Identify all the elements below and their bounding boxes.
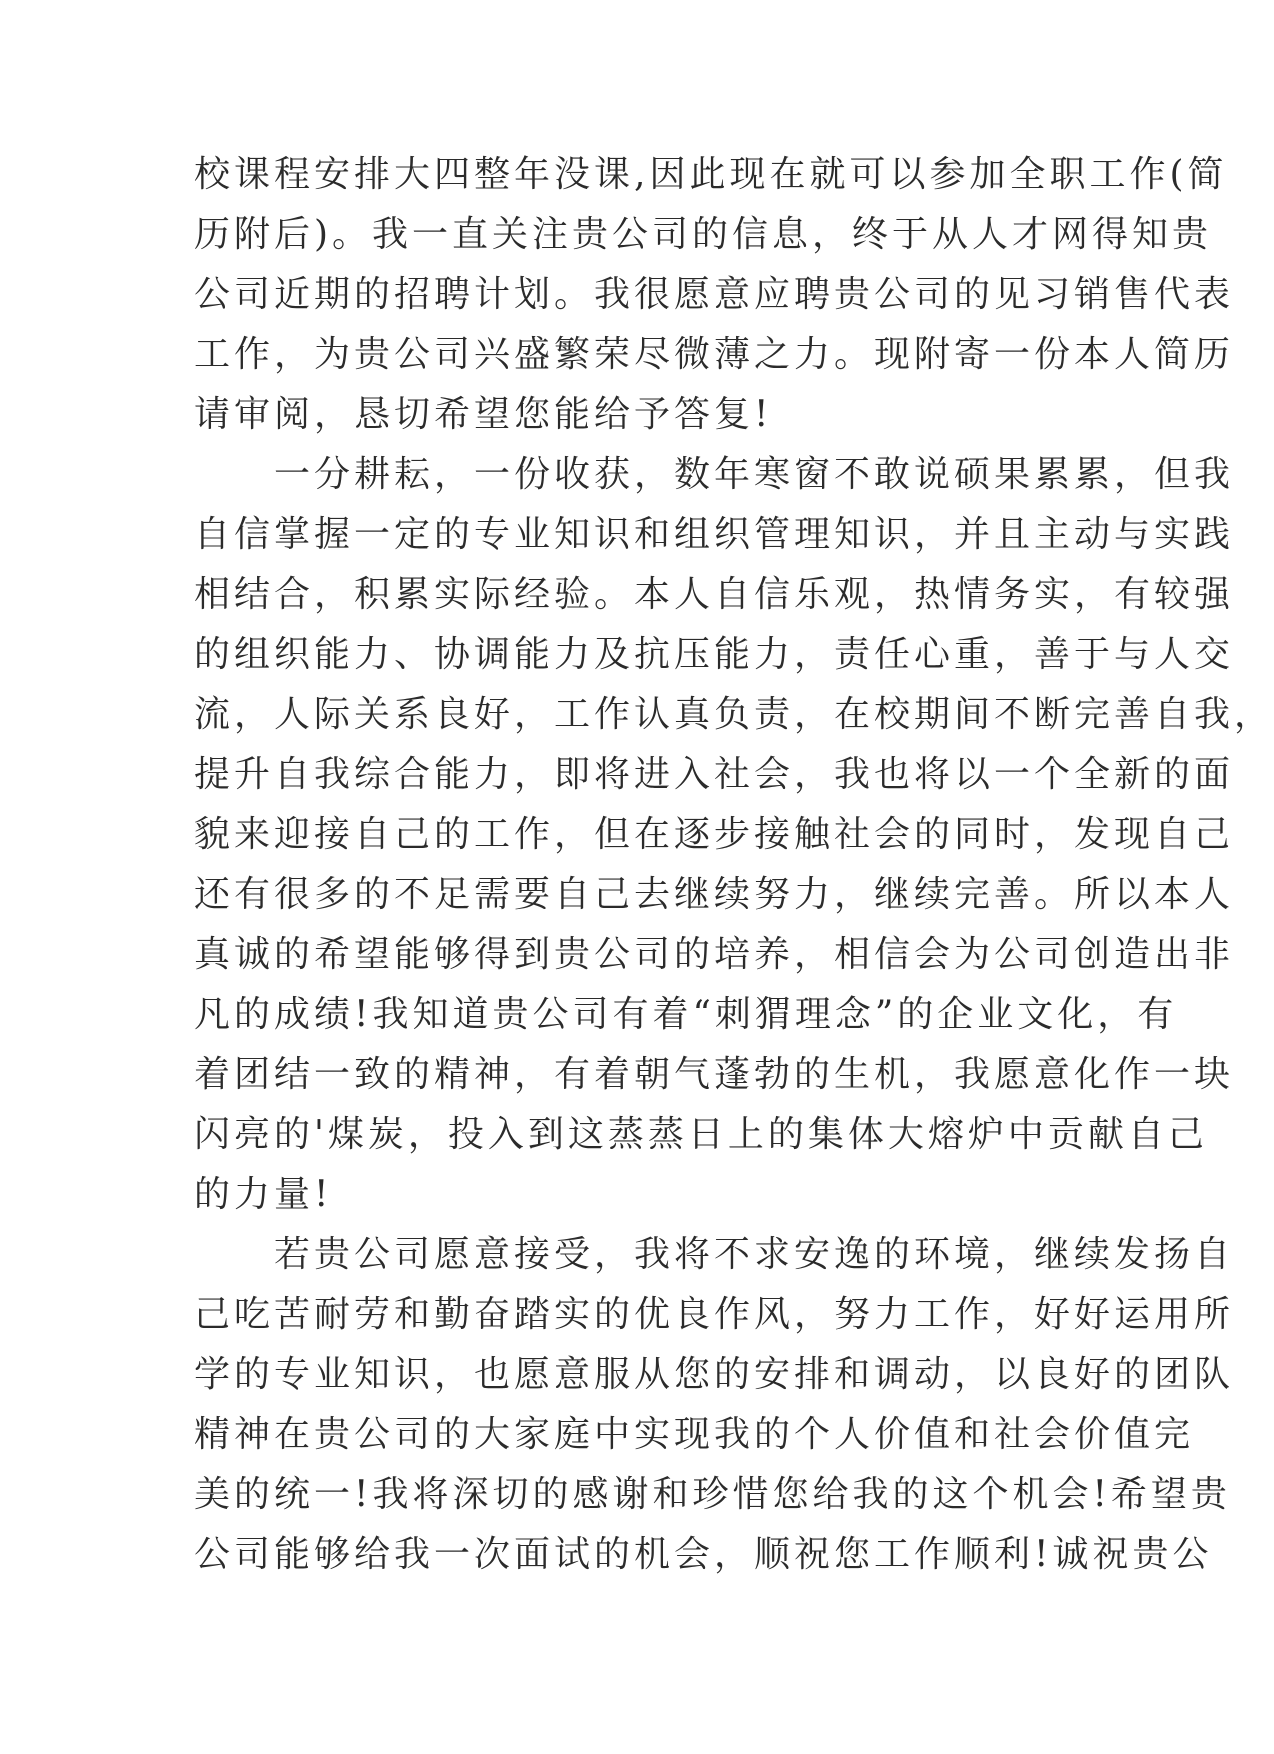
text-line: 己吃苦耐劳和勤奋踏实的优良作风，努力工作，好好运用所 [194, 1294, 1235, 1335]
text-line: 着团结一致的精神，有着朝气蓬勃的生机，我愿意化作一块 [194, 1054, 1235, 1095]
text-line: 学的专业知识，也愿意服从您的安排和调动，以良好的团队 [194, 1354, 1235, 1395]
text-line: 请审阅，恳切希望您能给予答复! [194, 394, 773, 435]
text-line: 公司近期的招聘计划。我很愿意应聘贵公司的见习销售代表 [194, 274, 1235, 315]
text-line: 真诚的希望能够得到贵公司的培养，相信会为公司创造出非 [194, 934, 1235, 975]
text-line: 美的统一!我将深切的感谢和珍惜您给我的这个机会!希望贵 [194, 1474, 1231, 1515]
text-line: 精神在贵公司的大家庭中实现我的个人价值和社会价值完 [194, 1414, 1195, 1455]
text-line: 流，人际关系良好，工作认真负责，在校期间不断完善自我， [194, 694, 1274, 735]
text-line: 提升自我综合能力，即将进入社会，我也将以一个全新的面 [194, 754, 1235, 795]
paragraph-start-line: 一分耕耘，一份收获，数年寒窗不敢说硕果累累，但我 [194, 454, 1235, 495]
text-line: 貌来迎接自己的工作，但在逐步接触社会的同时，发现自己 [194, 814, 1235, 855]
text-line: 凡的成绩!我知道贵公司有着“刺猬理念”的企业文化，有 [194, 994, 1178, 1035]
text-line: 相结合，积累实际经验。本人自信乐观，热情务实，有较强 [194, 574, 1235, 615]
text-line: 还有很多的不足需要自己去继续努力，继续完善。所以本人 [194, 874, 1235, 915]
text-line: 闪亮的'煤炭，投入到这蒸蒸日上的集体大熔炉中贡献自己 [194, 1114, 1208, 1155]
text-line: 的力量! [194, 1174, 333, 1215]
text-line: 校课程安排大四整年没课,因此现在就可以参加全职工作(简 [194, 154, 1228, 195]
text-line: 工作，为贵公司兴盛繁荣尽微薄之力。现附寄一份本人简历 [194, 334, 1235, 375]
cover-letter-body [194, 145, 1274, 1585]
text-line: 历附后)。我一直关注贵公司的信息，终于从人才网得知贵 [194, 214, 1213, 255]
text-line: 的组织能力、协调能力及抗压能力，责任心重，善于与人交 [194, 634, 1235, 675]
text-line: 自信掌握一定的专业知识和组织管理知识，并且主动与实践 [194, 514, 1235, 555]
text-line: 公司能够给我一次面试的机会，顺祝您工作顺利!诚祝贵公 [194, 1534, 1213, 1575]
paragraph-start-line: 若贵公司愿意接受，我将不求安逸的环境，继续发扬自 [194, 1234, 1235, 1275]
